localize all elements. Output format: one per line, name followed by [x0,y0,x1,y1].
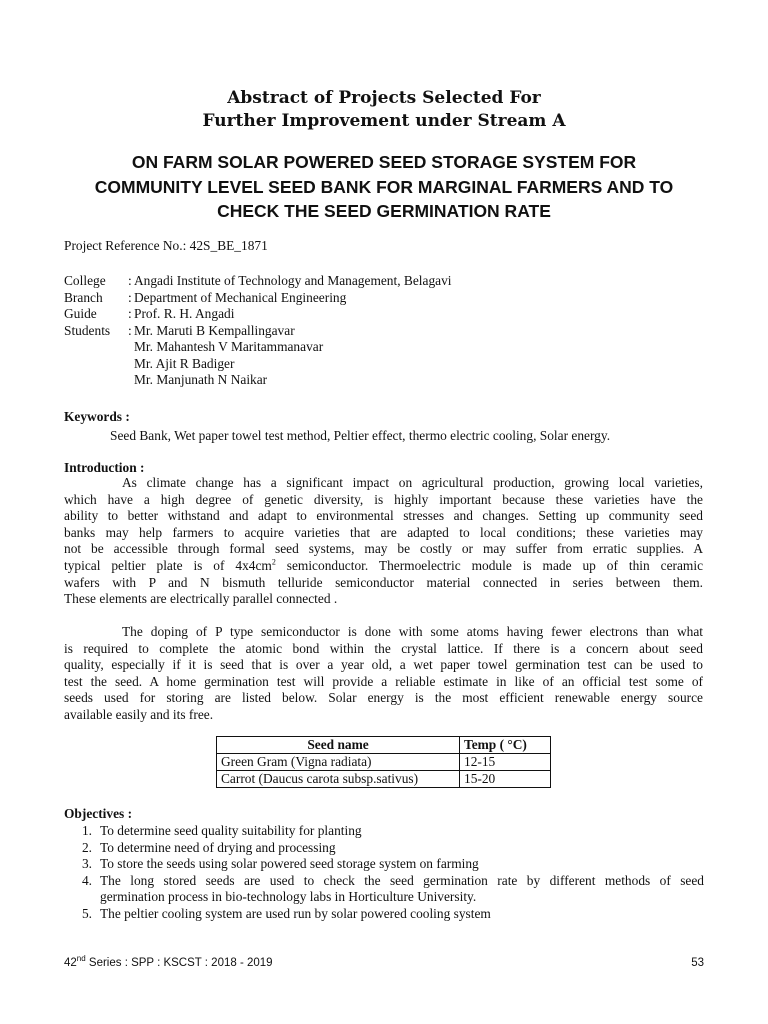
page-number: 53 [691,957,704,969]
table-cell: 15-20 [460,771,551,788]
paragraph-line: As climate change has a significant impact on agricultural production, growing local varieties, [122,475,703,490]
project-reference: Project Reference No.: 42S_BE_1871 [64,238,268,253]
introduction-paragraph-1 [64,475,703,608]
student-name: Mr. Maruti B Kempallingavar [134,322,295,338]
project-info [64,273,724,389]
list-item [64,823,704,840]
paragraph-line: test the seed. A home germination test will provide a reliable estimate in like of an official test some of [64,673,703,689]
paragraph-line: seeds used for storing are listed below. Solar energy is the most efficient renewable energy source [64,690,703,706]
student-row [64,372,724,389]
colon: : [128,306,132,321]
paragraph-line: which have a high degree of genetic diversity, is highly important because these varieties have the [64,491,703,507]
series-text: Series : SPP : KSCST : 2018 - 2019 [85,957,273,969]
students-label: Students [64,322,111,338]
project-title-line-1: ON FARM SOLAR POWERED SEED STORAGE SYSTEM FOR [131,152,637,172]
keywords-heading: Keywords : [64,409,130,424]
paragraph-line: ability to better withstand and adapt to environmental stresses and changes. Setting up community seed [64,508,703,524]
list-item [64,873,704,906]
paragraph-line: These elements are electrically parallel connected . [64,591,338,607]
list-number: 4. [81,872,92,888]
document-heading-line-1: Abstract of Projects Selected For [227,88,541,108]
objectives-heading: Objectives : [64,806,133,821]
colon: : [128,273,132,288]
paragraph-line: available easily and its free. [64,706,214,722]
branch-label: Branch [64,289,103,305]
list-item [64,906,704,923]
list-number: 1. [81,823,92,838]
series-ordinal: nd [76,954,86,964]
colon: : [128,322,132,338]
list-item-text: To store the seeds using solar powered seed storage system on farming [100,856,479,871]
introduction-heading: Introduction : [64,460,145,475]
document-heading-line-2: Further Improvement under Stream A [202,111,566,131]
guide-row [64,306,724,323]
table-cell: Carrot (Daucus carota subsp.sativus) [217,771,460,788]
college-row [64,273,724,290]
superscript: 2 [271,557,276,567]
paragraph-line [64,558,703,575]
line-segment: semiconductor. Thermoelectric module is made up of thin ceramic [275,557,704,573]
colon: : [128,289,132,305]
list-item-text: The long stored seeds are used to check the seed germination rate by different methods of seed [100,872,704,888]
paragraph-line: The doping of P type semiconductor is done with some atoms having fewer electrons than what [122,624,703,639]
list-item-text: germination process in bio-technology labs in Horticulture University. [100,889,477,904]
keywords-text: Seed Bank, Wet paper towel test method, Peltier effect, thermo electric cooling, Solar energy. [110,428,611,443]
column-header-temp: Temp ( °C) [460,737,551,754]
list-item-text: To determine need of drying and processing [100,839,336,855]
student-name: Mr. Manjunath N Naikar [134,372,268,387]
table-cell: Green Gram (Vigna radiata) [217,754,460,771]
list-number: 2. [81,839,92,855]
column-header-seed-name: Seed name [217,737,460,754]
paragraph-line: quality, especially if it is seed that is over a year old, a wet paper towel germination test can be used to [64,657,703,673]
project-title-line-2: COMMUNITY LEVEL SEED BANK FOR MARGINAL FARMERS AND TO [94,177,674,197]
list-item [64,856,704,873]
line-segment: typical peltier plate is of 4x4cm [64,557,272,573]
seed-temperature-table [216,736,551,788]
college-value: Angadi Institute of Technology and Management, Belagavi [134,273,452,288]
list-item [64,840,704,857]
table-row [217,771,551,788]
list-item-text: The peltier cooling system are used run by solar powered cooling system [100,905,491,921]
objectives-list [64,823,704,922]
table-cell: 12-15 [460,754,551,771]
student-name: Mr. Mahantesh V Maritammanavar [134,339,324,354]
paragraph-line: banks may help farmers to acquire varieties that are adapted to local conditions; these varieties may [64,524,703,540]
branch-value: Department of Mechanical Engineering [134,289,347,305]
student-row [64,356,724,373]
paragraph-line: wafers with P and N bismuth telluride semiconductor material connected in series between them. [64,574,703,590]
branch-row [64,290,724,307]
project-title-line-3: CHECK THE SEED GERMINATION RATE [217,201,551,221]
list-number: 3. [81,856,92,871]
paragraph-line: not be accessible through formal seed systems, may be costly or may suffer from erratic supplies. A [64,541,703,557]
table-row [217,754,551,771]
list-item-text: To determine seed quality suitability for planting [100,823,362,838]
students-row [64,323,724,340]
college-label: College [64,273,106,288]
student-row [64,339,724,356]
introduction-paragraph-2 [64,624,703,724]
series-number: 42 [64,957,77,969]
table-header-row [217,737,551,754]
paragraph-line: is required to complete the atomic bond within the crystal lattice. If there is a concern about seed [64,640,703,656]
footer-series [64,954,273,969]
list-number: 5. [81,905,92,921]
guide-value: Prof. R. H. Angadi [134,306,235,321]
student-name: Mr. Ajit R Badiger [134,355,235,371]
guide-label: Guide [64,306,97,321]
